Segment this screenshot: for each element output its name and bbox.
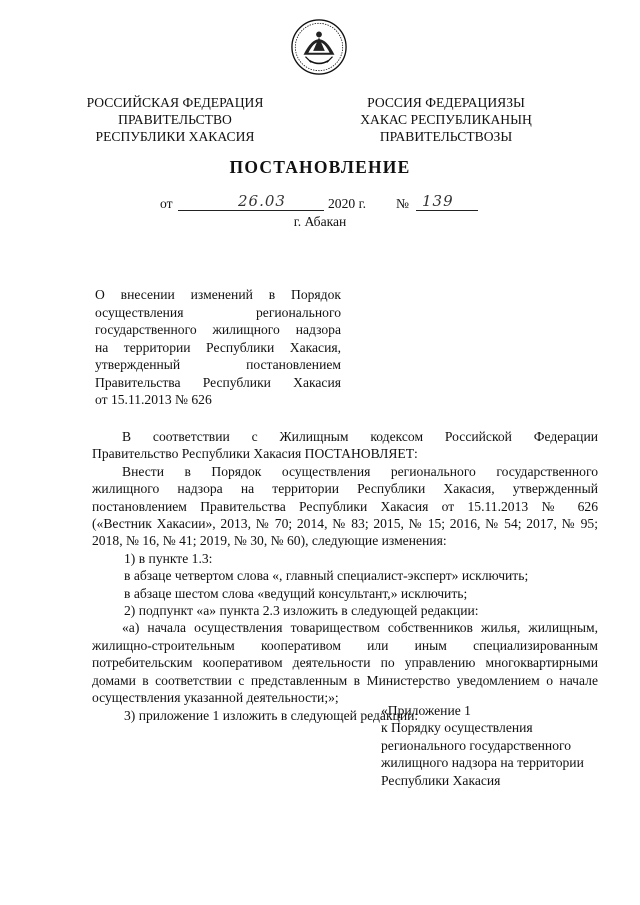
date-number-line <box>160 192 490 216</box>
body-paragraph: В соответствии с Жилищным кодексом Российской Федерации <box>122 429 598 444</box>
subject-line: от 15.11.2013 № 626 <box>95 392 212 407</box>
city-label: г. Абакан <box>293 214 347 229</box>
list-item-3: 3) приложение 1 изложить в следующей редакции: <box>124 707 419 723</box>
subject-line: осуществления регионального <box>95 304 341 320</box>
list-item-1: 1) в пункте 1.3: <box>124 550 213 566</box>
list-item-1b: в абзаце шестом слова «ведущий консультант,» исключить; <box>124 585 468 601</box>
appendix-line: к Порядку осуществления <box>381 720 533 736</box>
date-handwritten: 26.03 <box>238 192 286 210</box>
body-paragraph: жилищного надзора на территории Республики Хакасия, утвержденный <box>92 481 598 497</box>
number-label: № <box>396 196 409 211</box>
header-left-line: ПРАВИТЕЛЬСТВО <box>118 112 232 127</box>
coat-of-arms-emblem <box>290 18 348 76</box>
appendix-line: «Приложение 1 <box>381 703 471 718</box>
list-item-2: 2) подпункт «а» пункта 2.3 изложить в следующей редакции: <box>124 603 479 619</box>
subject-line: Правительства Республики Хакасия <box>95 374 341 390</box>
document-body <box>92 428 598 724</box>
appendix-line: жилищного надзора на территории <box>381 755 584 771</box>
header-left-line: РОССИЙСКАЯ ФЕДЕРАЦИЯ <box>86 95 264 110</box>
quote-line: потребительским кооперативом деятельности по управлению многоквартирными <box>92 655 598 671</box>
date-from-label: от <box>160 196 173 211</box>
body-paragraph: 2018, № 16, № 41; 2019, № 30, № 60), следующие изменения: <box>92 533 447 549</box>
subject-line: государственного жилищного надзора <box>95 322 341 337</box>
header-left-ru <box>60 94 290 145</box>
header-right-khakas <box>330 94 562 145</box>
quote-line: осуществления указанной деятельности;»; <box>92 690 339 706</box>
header-right-line: ПРАВИТЕЛЬСТВОЗЫ <box>379 129 513 144</box>
quote-line: домами в соответствии с представленным в Министерство уведомлением о начале <box>92 672 598 688</box>
quote-line: «а) начала осуществления товариществом собственников жилья, жилищным, <box>122 620 598 636</box>
quote-line: жилищно-строительным кооперативом или иным специализированным <box>92 637 598 653</box>
header-right-line: ХАКАС РЕСПУБЛИКАНЫҢ <box>360 112 532 127</box>
subject-block <box>95 286 341 409</box>
list-item-1a: в абзаце четвертом слова «, главный специалист-эксперт» исключить; <box>124 568 529 584</box>
subject-line: О внесении изменений в Порядок <box>95 287 341 302</box>
appendix-line: регионального государственного <box>381 737 572 753</box>
body-paragraph: постановлением Правительства Республики Хакасия от 15.11.2013 № 626 <box>92 498 598 514</box>
header-right-line: РОССИЯ ФЕДЕРАЦИЯЗЫ <box>367 95 525 110</box>
subject-line: на территории Республики Хакасия, <box>95 339 341 355</box>
body-paragraph: Правительство Республики Хакасия ПОСТАНОВЛЯЕТ: <box>92 446 418 462</box>
appendix-heading <box>381 702 611 789</box>
subject-line: утвержденный постановлением <box>95 357 341 372</box>
document-title: ПОСТАНОВЛЕНИЕ <box>229 157 411 177</box>
number-handwritten: 139 <box>422 192 454 210</box>
header-left-line: РЕСПУБЛИКИ ХАКАСИЯ <box>95 129 255 144</box>
year-label: 2020 г. <box>328 196 367 211</box>
body-paragraph: Внести в Порядок осуществления регионального государственного <box>122 463 598 479</box>
appendix-line: Республики Хакасия <box>381 772 501 788</box>
body-paragraph: («Вестник Хакасии», 2013, № 70; 2014, № 83; 2015, № 15; 2016, № 54; 2017, № 95; <box>92 516 598 532</box>
